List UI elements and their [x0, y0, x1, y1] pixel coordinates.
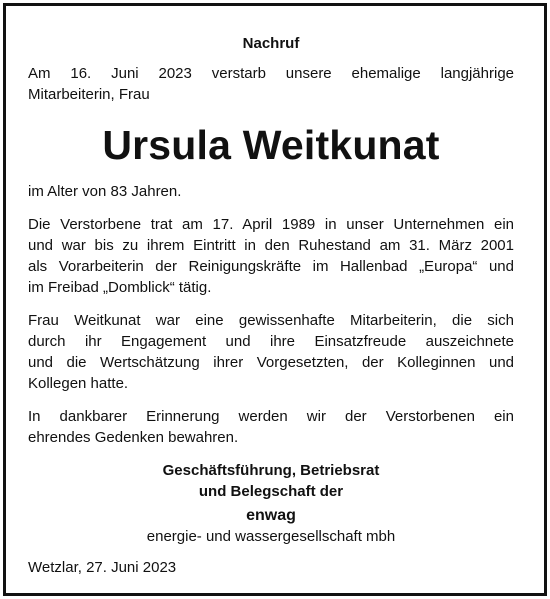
career-line-1: Die Verstorbene trat am 17. April 1989 in unser Unternehmen ein: [28, 216, 514, 233]
tribute-line-3: und die Wertschätzung ihrer Vorgesetzten, der Kolleginnen und: [28, 354, 514, 371]
company-full-name: energie- und wassergesellschaft mbh: [146, 528, 396, 545]
career-line-4: im Freibad „Domblick“ tätig.: [28, 279, 212, 296]
intro-paragraph: [28, 63, 514, 105]
tribute-line-4: Kollegen hatte.: [28, 375, 129, 392]
remembrance-line-1: In dankbarer Erinnerung werden wir der Verstorbenen ein: [28, 408, 514, 425]
intro-line-1: Am 16. Juni 2023 verstarb unsere ehemalige langjährige: [28, 65, 514, 82]
notice-heading: Nachruf: [242, 35, 300, 52]
signature-line-2: und Belegschaft der: [198, 483, 344, 500]
career-paragraph: [28, 214, 514, 298]
tribute-paragraph: [28, 310, 514, 394]
age-line: im Alter von 83 Jahren.: [28, 183, 182, 200]
company-name: enwag: [246, 507, 296, 524]
career-line-2: und war bis zu ihrem Eintritt in den Ruhestand am 31. März 2001: [28, 237, 514, 254]
signature-block: [28, 460, 514, 547]
signature-line-1: Geschäftsführung, Betriebsrat: [162, 462, 380, 479]
place-date: Wetzlar, 27. Juni 2023: [28, 559, 177, 576]
intro-line-2: Mitarbeiterin, Frau: [28, 86, 150, 103]
career-line-3: als Vorarbeiterin der Reinigungskräfte im Hallenbad „Europa“ und: [28, 258, 514, 275]
obituary-notice: [28, 24, 514, 578]
remembrance-paragraph: [28, 406, 514, 448]
tribute-line-2: durch ihr Engagement und ihre Einsatzfreude auszeichnete: [28, 333, 514, 350]
tribute-line-1: Frau Weitkunat war eine gewissenhafte Mitarbeiterin, die sich: [28, 312, 514, 329]
deceased-name: Ursula Weitkunat: [102, 122, 440, 168]
remembrance-line-2: ehrendes Gedenken bewahren.: [28, 429, 239, 446]
